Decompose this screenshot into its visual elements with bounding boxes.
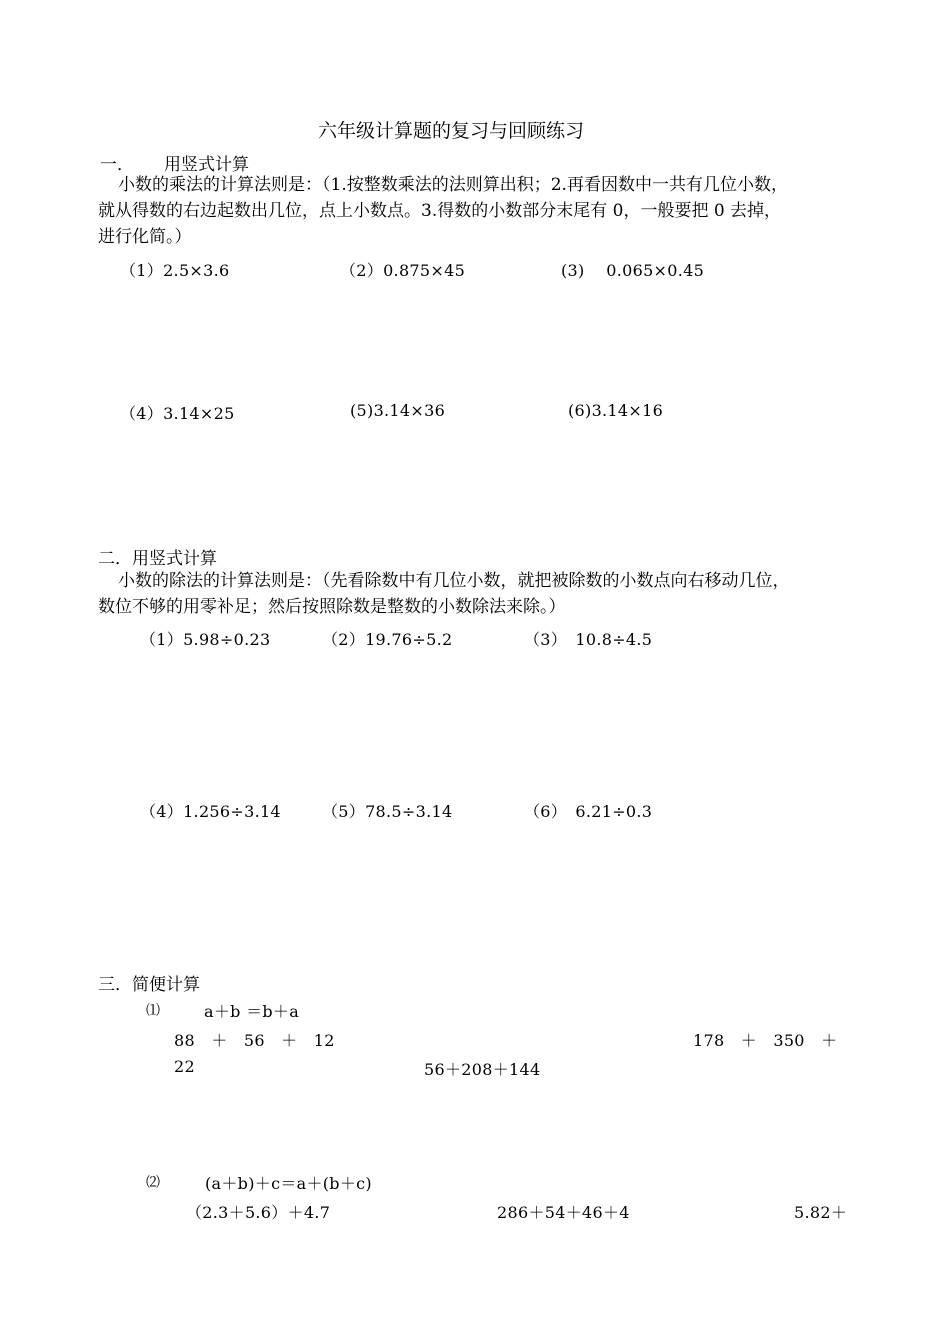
problem-2-2: （2）19.76÷5.2 <box>322 630 453 649</box>
law1-formula: a＋b ＝b＋a <box>204 1002 300 1021</box>
problem-2-4: （4）1.256÷3.14 <box>140 802 281 821</box>
problem-1-4: （4）3.14×25 <box>120 404 235 423</box>
section3-heading: 三．简便计算 <box>98 975 200 995</box>
section1-number: 一． <box>100 155 134 175</box>
section1-rule-line2: 就从得数的右边起数出几位，点上小数点。3.得数的小数部分末尾有 0，一般要把 0 去掉， <box>98 201 782 221</box>
law1-problem1-line2: 22 <box>174 1057 195 1076</box>
section2-rule-line1: 小数的除法的计算法则是：（先看除数中有几位小数，就把被除数的小数点向右移动几位， <box>118 571 790 591</box>
section1-heading: 用竖式计算 <box>164 155 249 175</box>
law1-problem2: 56＋208＋144 <box>424 1060 541 1079</box>
law2-problem1: （2.3＋5.6）＋4.7 <box>186 1203 331 1222</box>
section1-rule-line3: 进行化简。） <box>98 227 192 247</box>
law1-problem3: 178 ＋ 350 ＋ <box>693 1031 838 1050</box>
problem-1-1: （1）2.5×3.6 <box>120 261 230 280</box>
problem-1-2: （2）0.875×45 <box>340 261 466 280</box>
law1-problem1-line1: 88 ＋ 56 ＋ 12 <box>174 1031 335 1050</box>
problem-1-3: (3) 0.065×0.45 <box>561 261 705 280</box>
problem-2-6: （6） 6.21÷0.3 <box>524 802 653 821</box>
problem-2-1: （1）5.98÷0.23 <box>140 630 271 649</box>
page-title: 六年级计算题的复习与回顾练习 <box>318 120 585 142</box>
section1-rule-line1: 小数的乘法的计算法则是：（1.按整数乘法的法则算出积；2.再看因数中一共有几位小数， <box>118 175 788 195</box>
section2-rule-line2: 数位不够的用零补足；然后按照除数是整数的小数除法来除。） <box>98 597 566 617</box>
problem-1-5: (5)3.14×36 <box>350 401 446 420</box>
law2-number: ⑵ <box>146 1175 160 1191</box>
problem-2-5: （5）78.5÷3.14 <box>322 802 453 821</box>
law1-number: ⑴ <box>146 1003 160 1019</box>
section2-heading: 二．用竖式计算 <box>98 549 217 569</box>
law2-formula: (a＋b)＋c＝a＋(b＋c) <box>205 1174 372 1193</box>
law2-problem3: 5.82＋ <box>794 1203 848 1222</box>
problem-1-6: (6)3.14×16 <box>568 401 664 420</box>
problem-2-3: （3） 10.8÷4.5 <box>524 630 653 649</box>
law2-problem2: 286＋54＋46＋4 <box>497 1203 630 1222</box>
